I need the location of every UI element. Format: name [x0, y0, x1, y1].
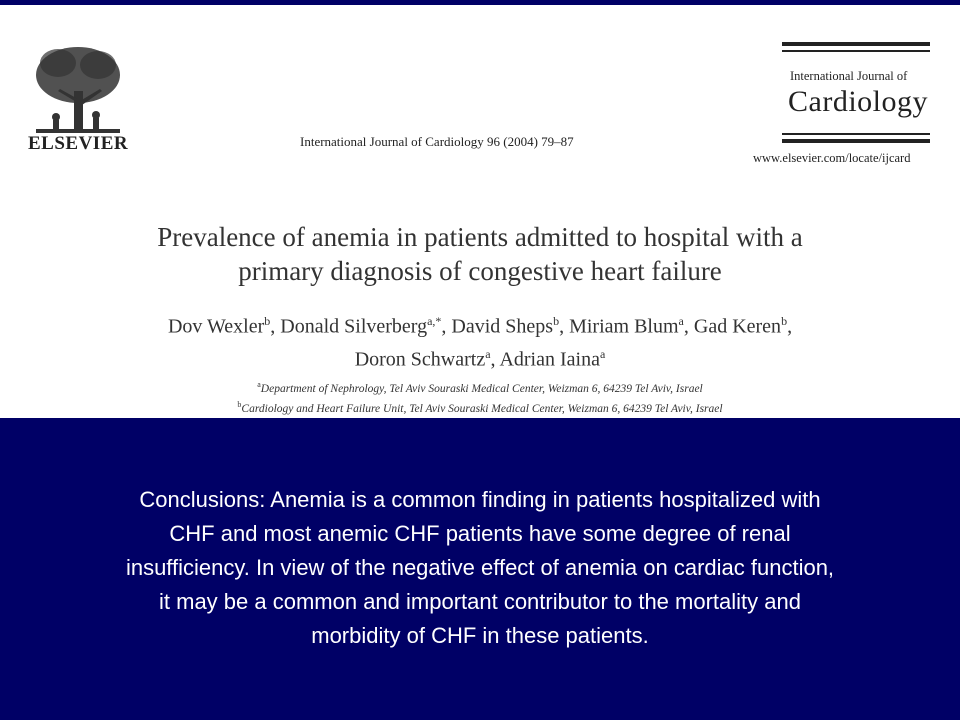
- journal-url: www.elsevier.com/locate/ijcard: [753, 151, 911, 165]
- affiliation-mark: b: [237, 399, 242, 409]
- author-separator: ,: [441, 315, 452, 338]
- conclusion-line-3: insufficiency. In view of the negative effect of anemia on cardiac function,: [125, 555, 835, 580]
- author-list: [60, 308, 900, 373]
- author-separator: ,: [787, 315, 793, 338]
- author-name: David Sheps: [451, 315, 554, 338]
- author-affiliation-mark: b: [264, 314, 271, 328]
- journal-rule-bottom: [782, 139, 930, 143]
- author-affiliation-mark: a,*: [427, 314, 442, 328]
- author-separator: ,: [683, 315, 694, 338]
- journal-citation: International Journal of Cardiology 96 (2004) 79–87: [300, 134, 574, 149]
- paper-title-line-1: Prevalence of anemia in patients admitted to hospital with a: [157, 222, 803, 252]
- affiliation-mark: a: [257, 380, 261, 389]
- journal-rule-top-thin: [782, 50, 930, 52]
- publisher-name: ELSEVIER: [28, 133, 129, 154]
- author-line-1: [60, 308, 900, 341]
- author-name: Gad Keren: [693, 315, 782, 338]
- author-line-2: [60, 341, 900, 374]
- author-affiliation-mark: a: [485, 346, 491, 361]
- affiliation-text: Department of Nephrology, Tel Aviv Souraski Medical Center, Weizman 6, 64239 Tel Aviv, Israel: [260, 382, 703, 395]
- author-affiliation-mark: b: [553, 314, 560, 328]
- author-name: Adrian Iaina: [499, 348, 600, 371]
- paper-header-image: [0, 5, 960, 418]
- paper-title-line-2: primary diagnosis of congestive heart failure: [238, 256, 722, 286]
- conclusion-line-4: it may be a common and important contributor to the mortality and: [159, 589, 801, 614]
- author-name: Dov Wexler: [167, 315, 265, 338]
- affiliation-list: [60, 377, 900, 417]
- conclusion-line-5: morbidity of CHF in these patients.: [311, 623, 649, 648]
- affiliation-item: [60, 377, 900, 397]
- journal-prefix: International Journal of: [790, 69, 908, 83]
- author-affiliation-mark: b: [781, 314, 788, 328]
- affiliation-text: Cardiology and Heart Failure Unit, Tel Aviv Souraski Medical Center, Weizman 6, 64239 Tel Aviv, Israel: [241, 402, 723, 415]
- journal-title: Cardiology: [788, 85, 928, 118]
- conclusion-text: [40, 483, 920, 653]
- affiliation-item: [60, 397, 900, 417]
- conclusion-line-1: Conclusions: Anemia is a common finding in patients hospitalized with: [139, 487, 821, 512]
- journal-rule-top: [782, 42, 930, 46]
- paper-title: [60, 220, 900, 288]
- author-separator: ,: [490, 348, 500, 371]
- author-affiliation-mark: a: [678, 314, 684, 328]
- author-name: Donald Silverberg: [280, 315, 428, 338]
- conclusion-line-2: CHF and most anemic CHF patients have some degree of renal: [169, 521, 791, 546]
- author-name: Miriam Blum: [569, 315, 679, 338]
- author-separator: ,: [270, 315, 281, 338]
- journal-rule-bottom-thin: [782, 133, 930, 135]
- author-separator: ,: [559, 315, 570, 338]
- author-affiliation-mark: a: [599, 346, 606, 361]
- author-name: Doron Schwartz: [354, 348, 486, 371]
